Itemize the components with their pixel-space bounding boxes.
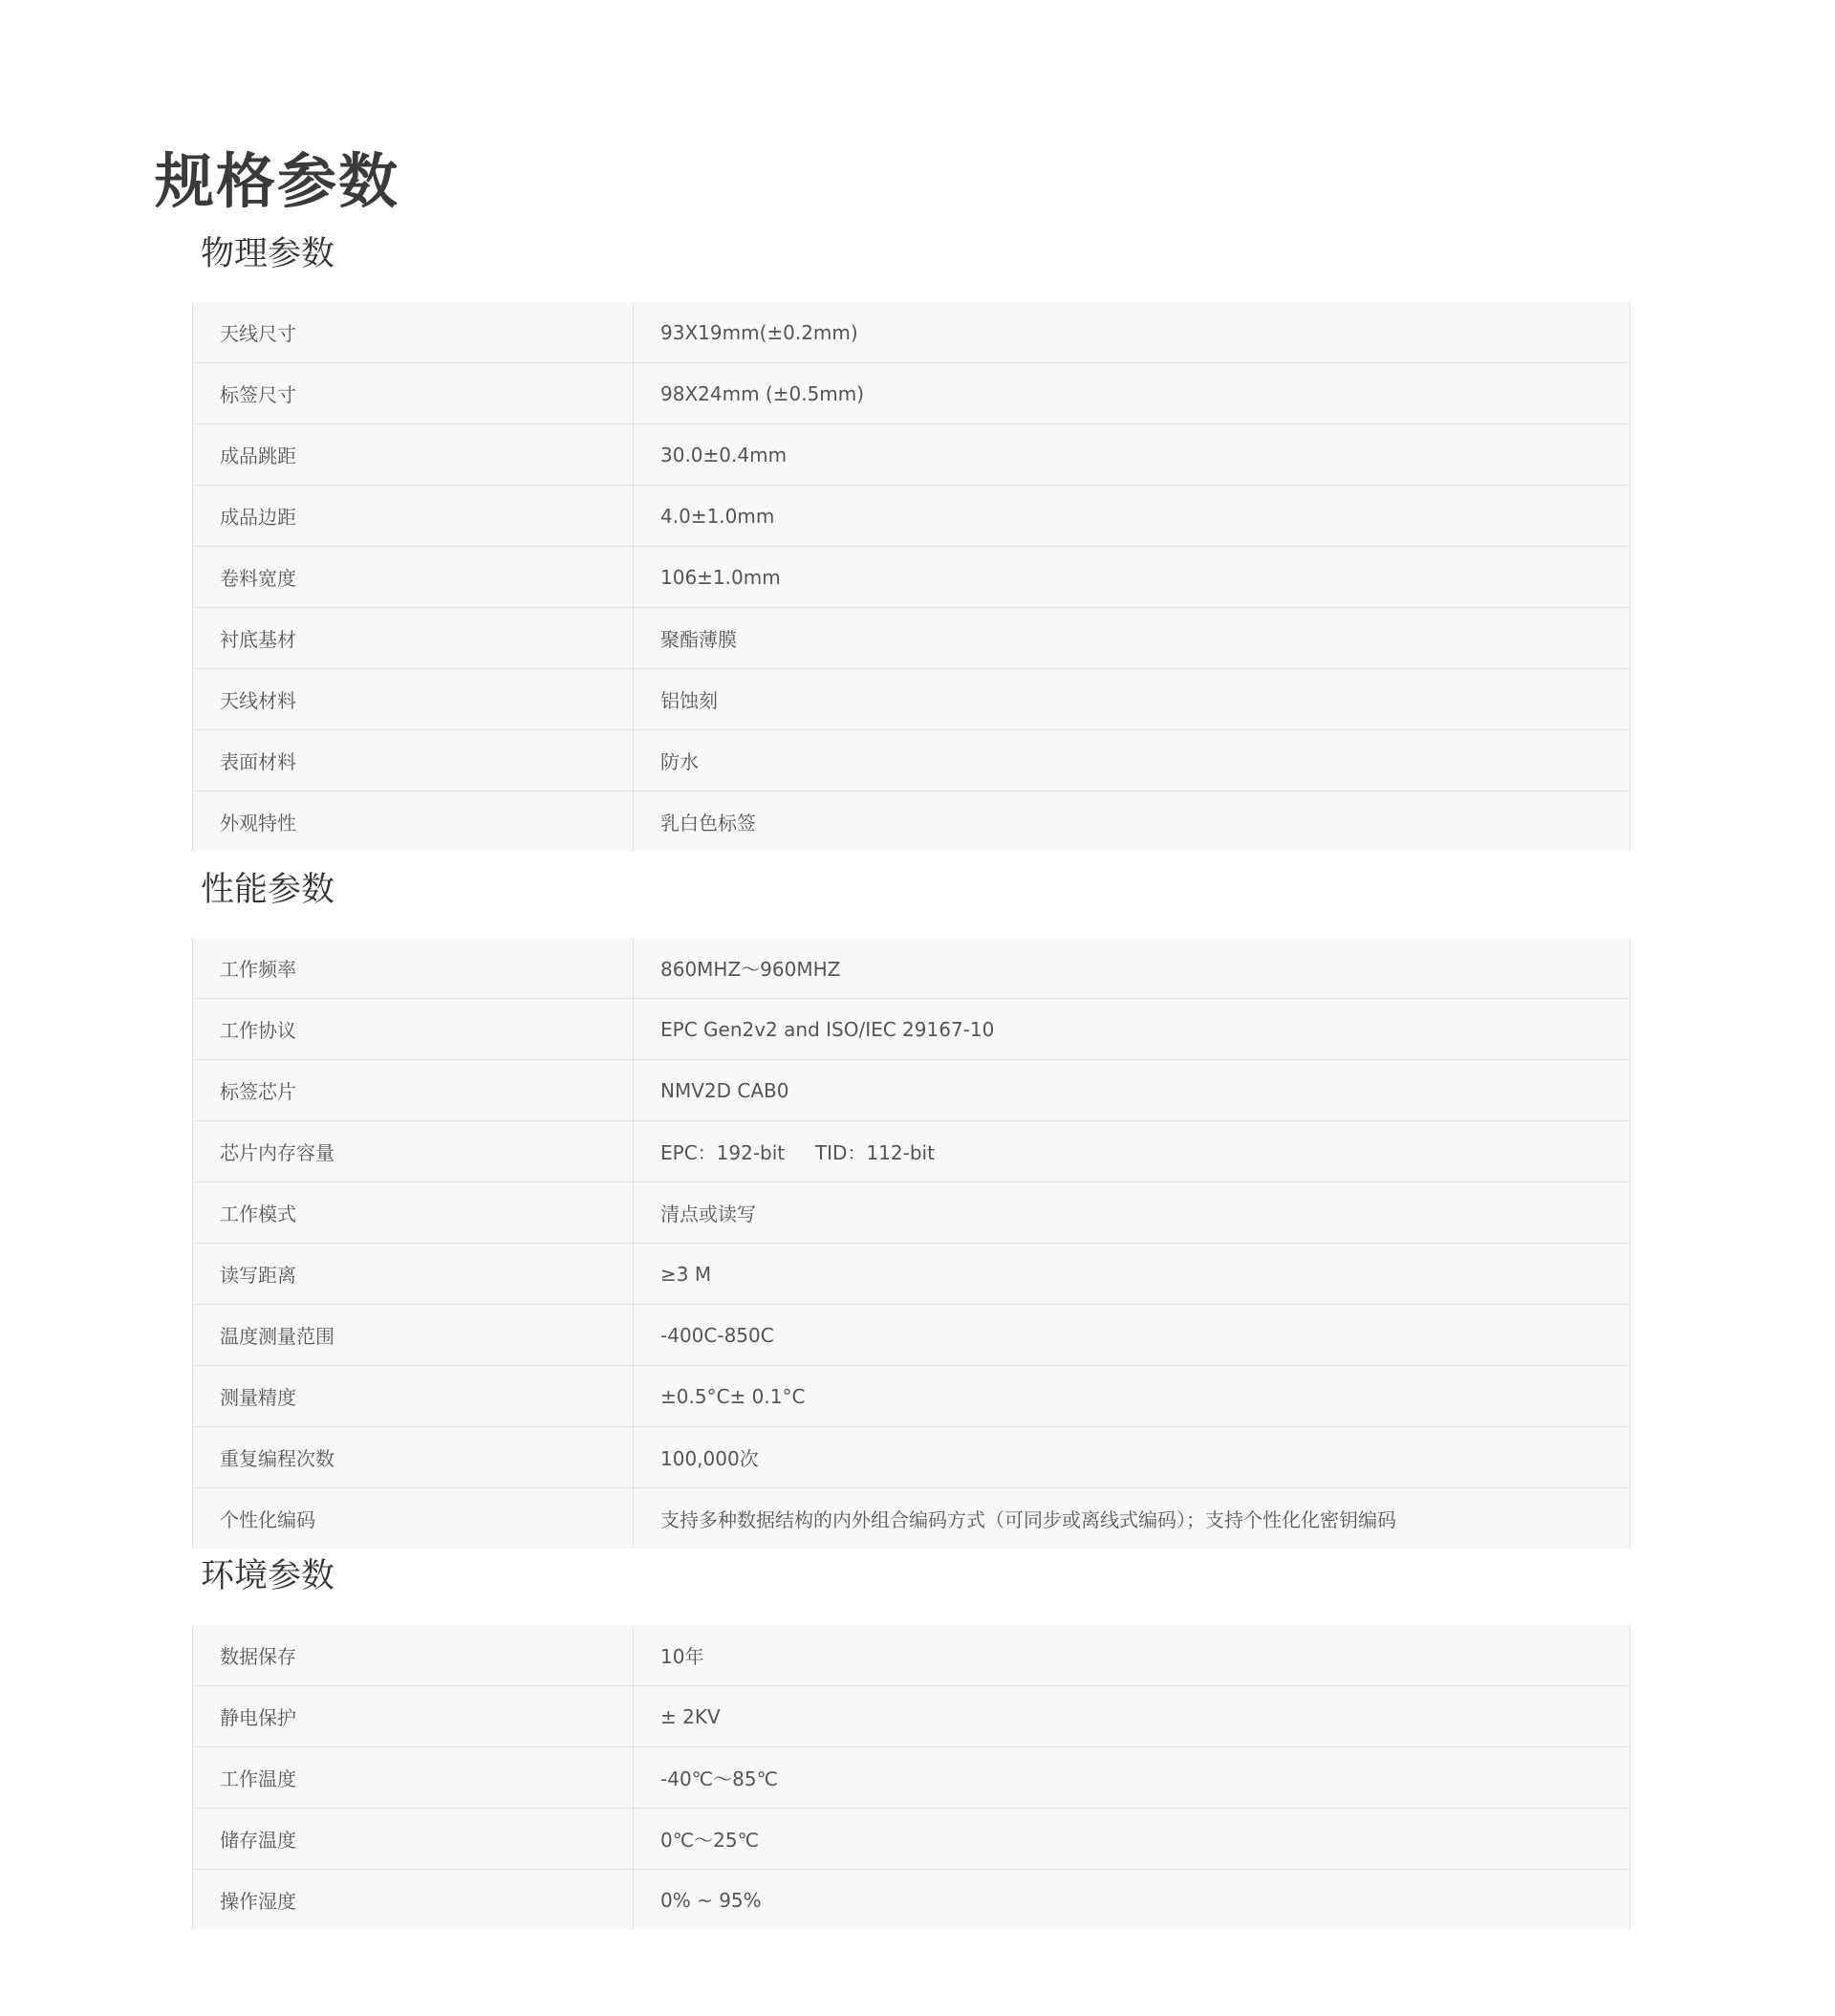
row-value: 10年 [634, 1625, 1630, 1686]
table-row [193, 1809, 1630, 1870]
row-value: NMV2D CAB0 [634, 1060, 1630, 1121]
row-value: 106±1.0mm [634, 547, 1630, 608]
row-label: 静电保护 [193, 1686, 634, 1747]
table-row [193, 1305, 1630, 1366]
row-label: 个性化编码 [193, 1488, 634, 1550]
table-row [193, 486, 1630, 547]
row-label: 工作频率 [193, 938, 634, 999]
table-row [193, 302, 1630, 363]
row-value: EPC Gen2v2 and ISO/IEC 29167-10 [634, 999, 1630, 1060]
row-label: 成品边距 [193, 486, 634, 547]
physical-spec-table [192, 302, 1630, 852]
row-value: 乳白色标签 [660, 812, 756, 835]
row-label: 工作协议 [193, 999, 634, 1060]
table-row [193, 1488, 1630, 1550]
row-label: 读写距离 [193, 1244, 634, 1305]
row-value: -40℃～85℃ [634, 1747, 1630, 1809]
row-label: 天线材料 [193, 669, 634, 730]
row-value: 4.0±1.0mm [634, 486, 1630, 547]
table-row [193, 791, 1630, 853]
row-value: 93X19mm(±0.2mm) [634, 302, 1630, 363]
row-label: 成品跳距 [193, 424, 634, 486]
row-value: ±0.5°C± 0.1°C [634, 1366, 1630, 1427]
row-value: 100,000次 [634, 1427, 1630, 1488]
section-title-environment: 环境参数 [201, 1557, 335, 1595]
section-title-physical: 物理参数 [201, 235, 335, 273]
table-row [193, 547, 1630, 608]
table-row [193, 938, 1630, 999]
row-label: 储存温度 [193, 1809, 634, 1870]
table-row [193, 1121, 1630, 1182]
row-value: 98X24mm (±0.5mm) [634, 363, 1630, 424]
table-row [193, 669, 1630, 730]
row-label: 衬底基材 [193, 608, 634, 669]
row-label: 标签尺寸 [193, 363, 634, 424]
row-value: ± 2KV [634, 1686, 1630, 1747]
performance-spec-table [192, 938, 1630, 1549]
row-value: 0% ~ 95% [660, 1888, 762, 1912]
row-label: 数据保存 [193, 1625, 634, 1686]
row-label: 卷料宽度 [193, 547, 634, 608]
row-value: -400C-850C [634, 1305, 1630, 1366]
environment-spec-table [192, 1625, 1630, 1930]
section-title-performance: 性能参数 [201, 871, 335, 909]
row-label: 芯片内存容量 [193, 1121, 634, 1182]
row-value: 30.0±0.4mm [634, 424, 1630, 486]
row-value: 聚酯薄膜 [634, 608, 1630, 669]
table-row [193, 608, 1630, 669]
table-row [193, 1060, 1630, 1121]
row-value: 860MHZ～960MHZ [634, 938, 1630, 999]
row-value: 0℃～25℃ [634, 1809, 1630, 1870]
row-label: 表面材料 [193, 730, 634, 791]
table-row [193, 999, 1630, 1060]
row-value: 支持多种数据结构的内外组合编码方式（可同步或离线式编码）；支持个性化化密钥编码 [660, 1508, 1396, 1531]
table-row [193, 730, 1630, 791]
row-label: 工作温度 [193, 1747, 634, 1809]
table-row [193, 1366, 1630, 1427]
table-row [193, 1686, 1630, 1747]
table-row [193, 1182, 1630, 1244]
table-row [193, 363, 1630, 424]
row-label: 温度测量范围 [193, 1305, 634, 1366]
table-row [193, 424, 1630, 486]
table-row [193, 1244, 1630, 1305]
row-label: 工作模式 [193, 1182, 634, 1244]
row-label: 标签芯片 [193, 1060, 634, 1121]
row-value: ≥3 M [634, 1244, 1630, 1305]
table-row [193, 1747, 1630, 1809]
row-label: 测量精度 [193, 1366, 634, 1427]
row-value: 铝蚀刻 [634, 669, 1630, 730]
table-row [193, 1870, 1630, 1931]
row-value: 清点或读写 [634, 1182, 1630, 1244]
row-label: 天线尺寸 [193, 302, 634, 363]
row-label: 操作湿度 [193, 1870, 634, 1931]
row-value: EPC：192-bit TID：112-bit [634, 1121, 1630, 1182]
table-row [193, 1427, 1630, 1488]
page-title: 规格参数 [155, 146, 400, 216]
row-label: 外观特性 [193, 791, 634, 853]
table-row [193, 1625, 1630, 1686]
row-value: 防水 [634, 730, 1630, 791]
row-label: 重复编程次数 [193, 1427, 634, 1488]
